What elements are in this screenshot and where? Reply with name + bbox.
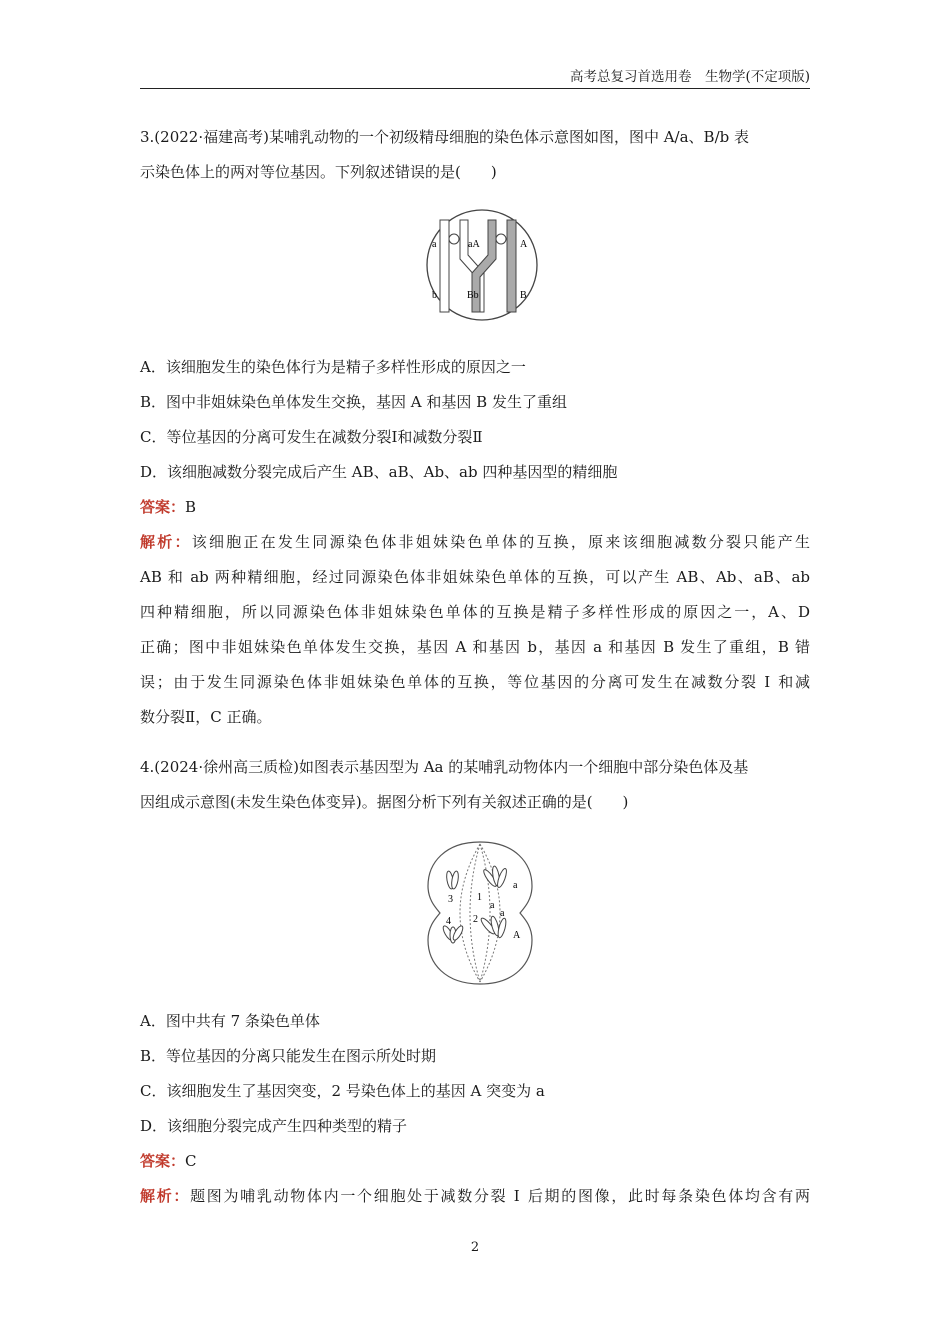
q3-answer: [140, 490, 810, 525]
answer-label: 答案：: [140, 498, 186, 516]
q4-stem-line-1: 4.(2024·徐州高三质检)如图表示基因型为 Aa 的某哺乳动物体内一个细胞中部分染色体及基: [140, 758, 749, 776]
label-4: 4: [446, 916, 451, 927]
label-1: 1: [477, 892, 482, 903]
answer-value: C: [185, 1152, 197, 1170]
q4-option-b: B．等位基因的分离只能发生在图示所处时期: [140, 1047, 437, 1065]
analysis-text: 题图为哺乳动物体内一个细胞处于减数分裂 Ⅰ 后期的图像，此时每条染色体均含有两: [190, 1187, 810, 1205]
q4-option-a: A．图中共有 7 条染色单体: [140, 1012, 320, 1030]
question-3: [140, 120, 810, 190]
q4-cell-figure: [420, 838, 540, 988]
label-3: 3: [448, 894, 453, 905]
q4-answer: [140, 1144, 810, 1179]
label-aA: aA: [468, 239, 480, 250]
q3-analysis-line-5: 误；由于发生同源染色体非姐妹染色单体的互换，等位基因的分离可发生在减数分裂 Ⅰ 和减: [140, 673, 810, 691]
q3-analysis-line-2: AB 和 ab 两种精细胞，经过同源染色体非姐妹染色单体的互换，可以产生 AB、Ab、aB、ab: [140, 568, 810, 586]
label-Bb: Bb: [467, 290, 479, 301]
header-divider: [140, 88, 810, 89]
label-a-mid: a: [490, 900, 495, 911]
label-a-left: a: [432, 239, 437, 250]
q3-analysis-line-3: 四种精细胞，所以同源染色体非姐妹染色单体的互换是精子多样性形成的原因之一，A、D: [140, 603, 810, 621]
q4-stem-line-2: 因组成示意图(未发生染色体变异)。据图分析下列有关叙述正确的是( ): [140, 793, 629, 811]
label-A-right: A: [520, 239, 528, 250]
q4-options-and-solution: [140, 1004, 810, 1214]
q4-analysis-line-1: [140, 1179, 810, 1214]
label-b-left: b: [432, 290, 437, 301]
q3-chromosome-figure: [410, 205, 560, 330]
answer-value: B: [185, 498, 197, 516]
label-2: 2: [473, 914, 478, 925]
question-4: [140, 750, 810, 820]
q3-option-c: C．等位基因的分离可发生在减数分裂Ⅰ和减数分裂Ⅱ: [140, 428, 483, 446]
page-header: 高考总复习首选用卷 生物学(不定项版): [569, 69, 810, 85]
q3-stem-line-1: 3.(2022·福建高考)某哺乳动物的一个初级精母细胞的染色体示意图如图，图中 A/a、B/b 表: [140, 128, 750, 146]
q4-option-c: C．该细胞发生了基因突变，2 号染色体上的基因 A 突变为 a: [140, 1082, 545, 1100]
label-A: A: [513, 930, 521, 941]
label-a-low: a: [500, 908, 505, 919]
analysis-label: 解析：: [140, 1187, 191, 1205]
label-B-right: B: [520, 290, 527, 301]
q3-options-and-solution: [140, 350, 810, 735]
q3-option-a: A．该细胞发生的染色体行为是精子多样性形成的原因之一: [140, 358, 526, 376]
q3-option-b: B．图中非姐妹染色单体发生交换，基因 A 和基因 B 发生了重组: [140, 393, 567, 411]
analysis-label: 解析：: [140, 533, 192, 551]
q3-option-d: D．该细胞减数分裂完成后产生 AB、aB、Ab、ab 四种基因型的精细胞: [140, 463, 618, 481]
q3-analysis-line-1: [140, 525, 810, 560]
label-a-top: a: [513, 880, 518, 891]
q3-analysis-line-4: 正确；图中非姐妹染色单体发生交换，基因 A 和基因 b，基因 a 和基因 B 发生了重组，B 错: [140, 638, 810, 656]
answer-label: 答案：: [140, 1152, 186, 1170]
q4-option-d: D．该细胞分裂完成产生四种类型的精子: [140, 1117, 408, 1135]
analysis-text: 该细胞正在发生同源染色体非姐妹染色单体的互换，原来该细胞减数分裂只能产生: [191, 533, 810, 551]
q3-analysis-line-6: 数分裂Ⅱ，C 正确。: [140, 708, 272, 726]
page-number: 2: [470, 1240, 480, 1255]
q3-stem-line-2: 示染色体上的两对等位基因。下列叙述错误的是( ): [140, 163, 497, 181]
